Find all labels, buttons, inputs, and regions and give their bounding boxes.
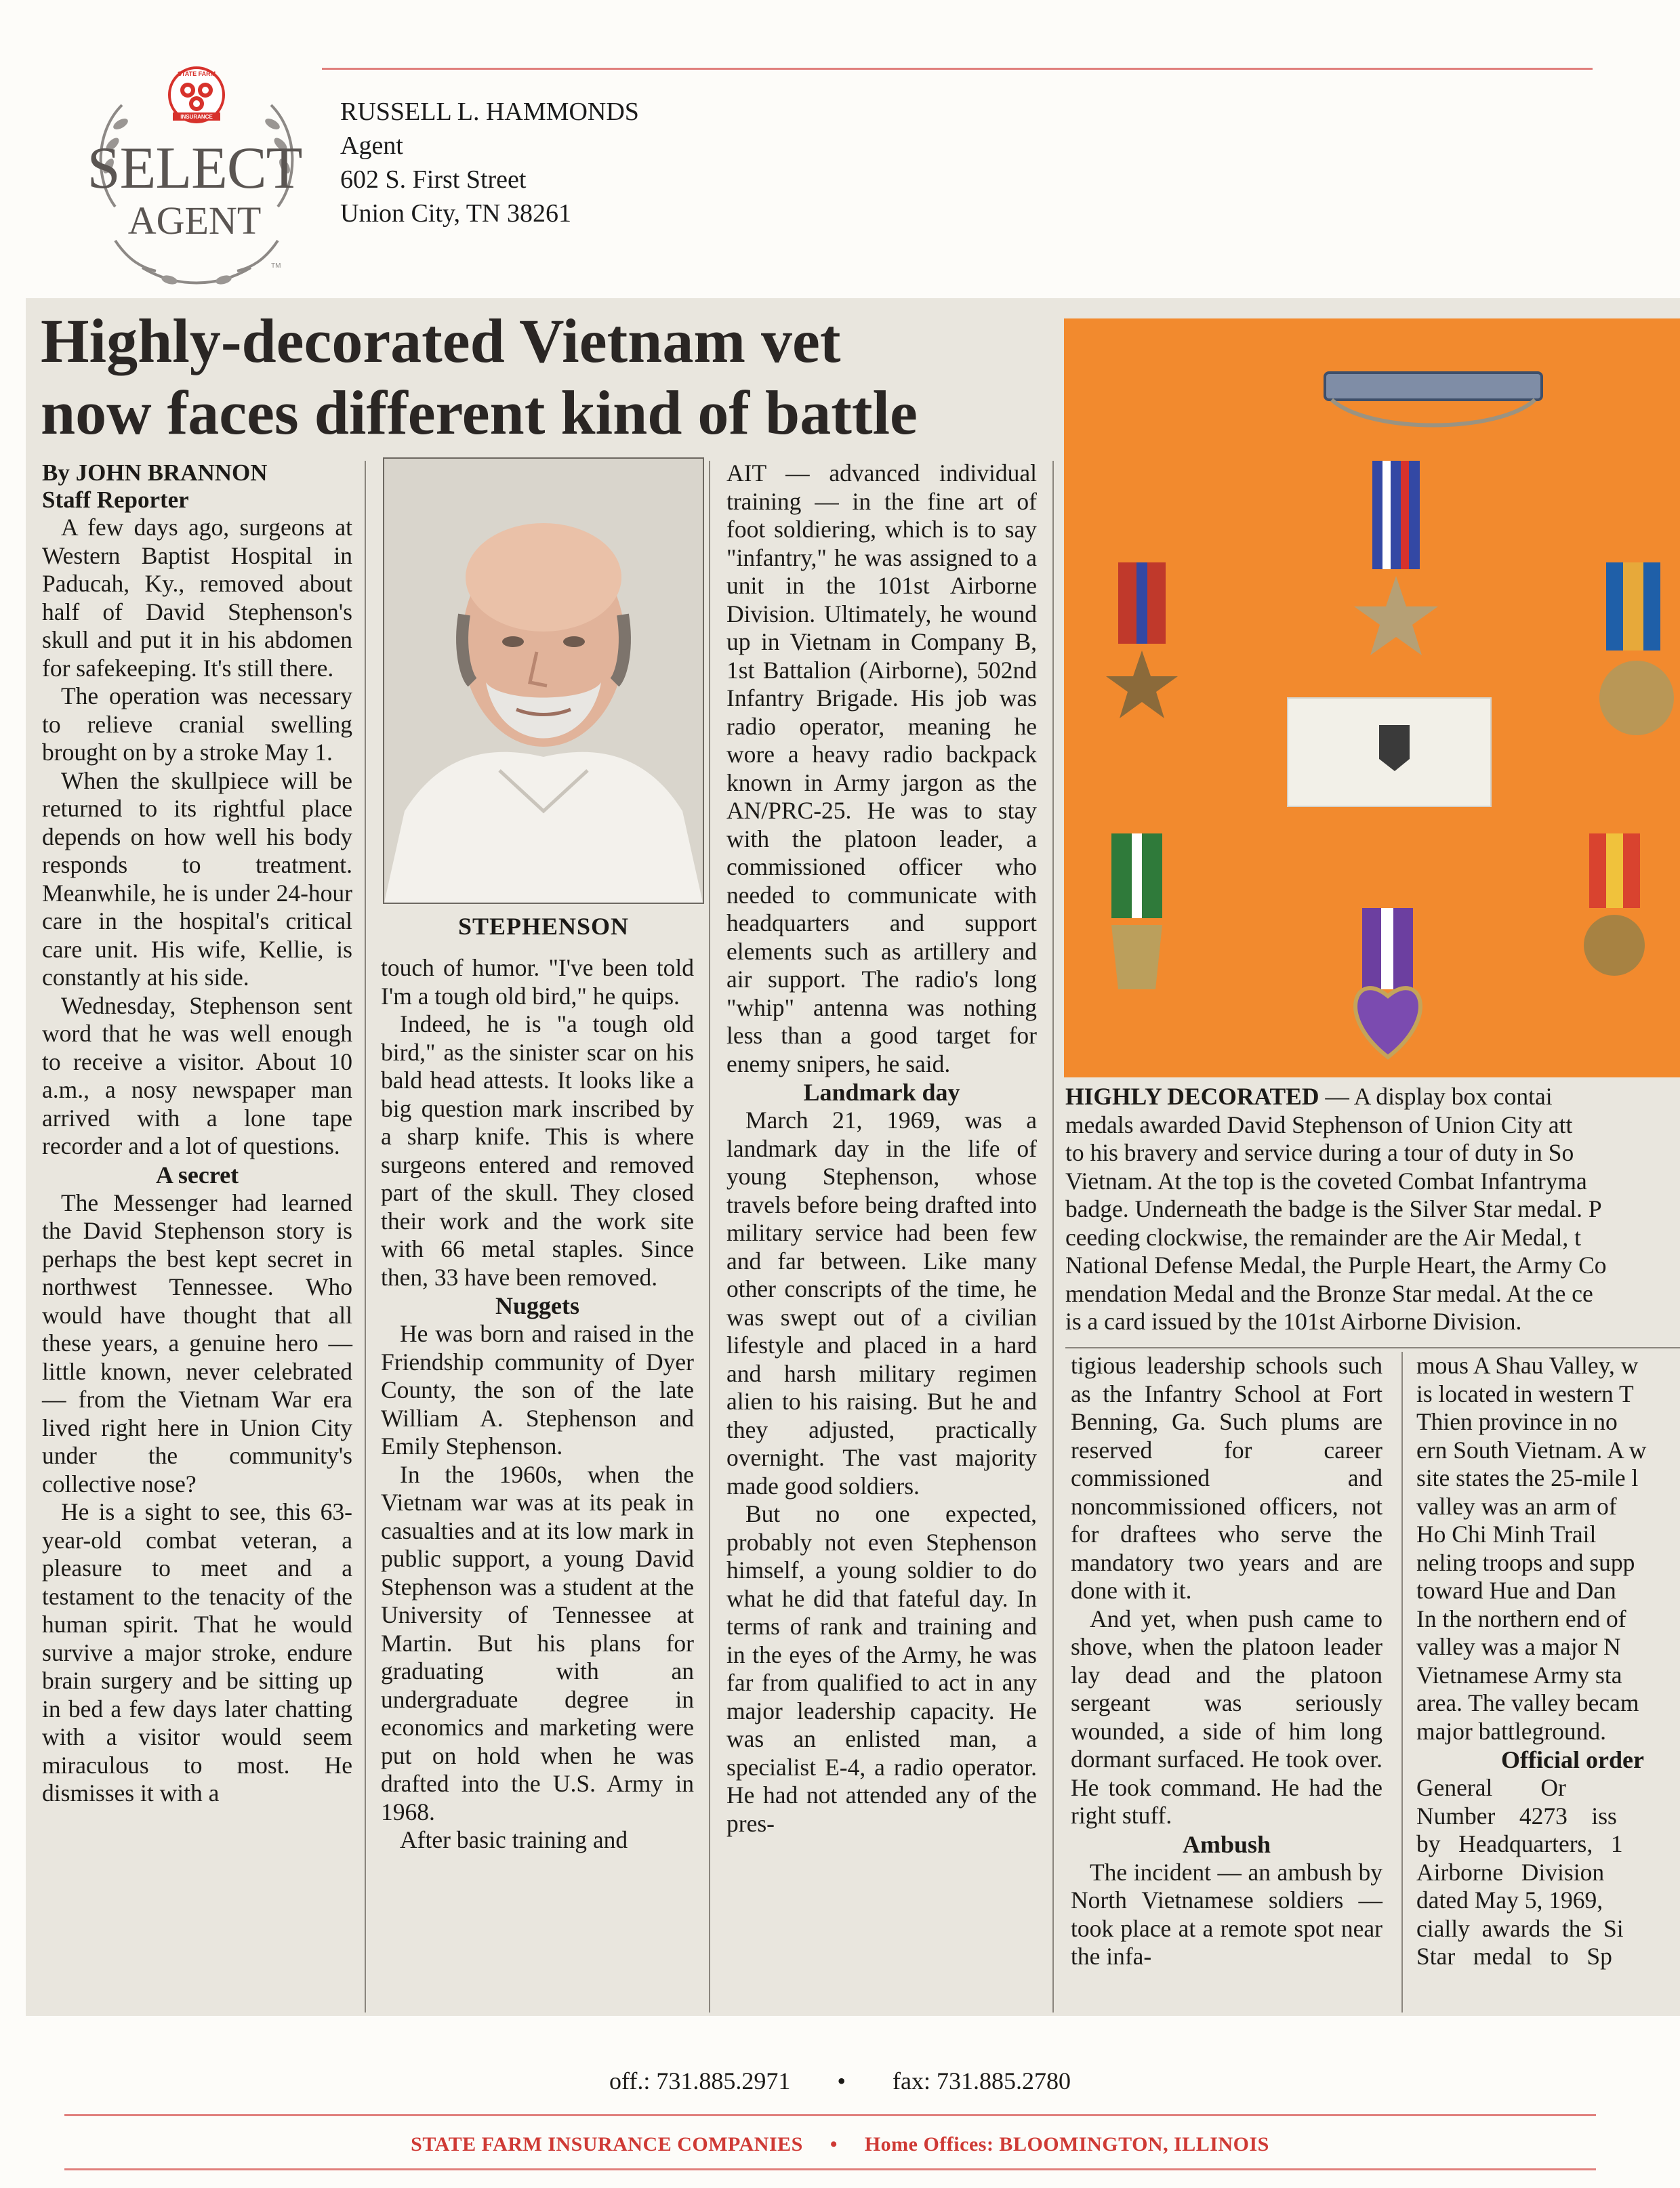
stephenson-photo bbox=[383, 457, 704, 904]
paragraph: A few days ago, surgeons at Western Baptist Hospital in Paducah, Ky., removed about half of David Stephenson's skull and put it in his abdomen for safekeeping. It's still there. bbox=[42, 514, 352, 682]
column-line: area. The valley becam bbox=[1416, 1689, 1639, 1716]
company-name: STATE FARM INSURANCE COMPANIES bbox=[411, 2133, 803, 2155]
photo-caption: STEPHENSON bbox=[457, 913, 630, 940]
column-line: Airborne Division bbox=[1416, 1858, 1605, 1886]
article-column-3 bbox=[726, 459, 1037, 1838]
column-line: neling troops and supp bbox=[1416, 1548, 1635, 1576]
seal-brand-sub: INSURANCE bbox=[180, 114, 213, 120]
medals-illustration bbox=[1064, 318, 1680, 1077]
paragraph: The Messenger had learned the David Stephenson story is perhaps the best kept secret in northwest Tennessee. Who would have thought that all these years, a genuine hero — little known, never celebrated — from the Vietnam War era lived right here in Union City under the community's collective nose? bbox=[42, 1189, 352, 1498]
column-line: cially awards the Si bbox=[1416, 1914, 1624, 1942]
paragraph: When the skullpiece will be returned to its rightful place depends on how well his body responds to treatment. Meanwhile, he is under 24-hour care in the hospital's critical care unit. His wife, Kellie, is constantly at his side. bbox=[42, 766, 352, 991]
medal-caption-line: ceeding clockwise, the remainder are the Air Medal, t bbox=[1065, 1223, 1581, 1251]
paragraph: In the 1960s, when the Vietnam war was at its peak in casualties and at its low mark in public support, a young David Stephenson was a student at the University of Tennessee at Martin. But his plans for graduating with an undergraduate degree in economics and marketing were put on hold when he was drafted into the U.S. Army in 1968. bbox=[381, 1460, 694, 1825]
medal-caption-line bbox=[1065, 1083, 1668, 1111]
top-rule bbox=[322, 68, 1593, 70]
medal-caption-line: medals awarded David Stephenson of Union City att bbox=[1065, 1111, 1573, 1138]
paragraph: He is a sight to see, this 63-year-old combat veteran, a pleasure to meet and a testament to the tenacity of the human spirit. That he would survive a major stroke, endure brain surgery and be sitting up in bed a few days later chatting with a visitor would seem miraculous to most. He dismisses it with a bbox=[42, 1498, 352, 1807]
agent-address-line2: Union City, TN 38261 bbox=[340, 199, 571, 228]
column-line: Number 4273 iss bbox=[1416, 1802, 1617, 1830]
subhead-ambush: Ambush bbox=[1182, 1830, 1271, 1858]
medal-caption-line: mendation Medal and the Bronze Star medal. At the ce bbox=[1065, 1279, 1593, 1307]
column-line: valley was a major N bbox=[1416, 1633, 1621, 1660]
office-phone: off.: 731.885.2971 bbox=[609, 2067, 791, 2094]
agent-title: Agent bbox=[340, 131, 403, 160]
home-offices: Home Offices: BLOOMINGTON, ILLINOIS bbox=[864, 2133, 1269, 2155]
agent-address-line1: 602 S. First Street bbox=[340, 165, 527, 194]
column-line: site states the 25-mile l bbox=[1416, 1464, 1639, 1491]
paragraph: And yet, when push came to shove, when the platoon leader lay dead and the platoon sergeant was seriously wounded, a side of him long dormant surfaced. He took over. He took command. He had the right stuff. bbox=[1071, 1605, 1382, 1829]
column-line: by Headquarters, 1 bbox=[1416, 1830, 1623, 1857]
headline-line2: now faces different kind of battle bbox=[41, 378, 918, 447]
seal-agent-word: AGENT bbox=[127, 199, 262, 243]
column-line: Vietnamese Army sta bbox=[1416, 1661, 1622, 1689]
subhead-nuggets: Nuggets bbox=[495, 1292, 579, 1319]
medal-caption-line: is a card issued by the 101st Airborne Division. bbox=[1065, 1308, 1522, 1335]
paragraph: Wednesday, Stephenson sent word that he was well enough to receive a visitor. About 10 a.m., a nosy newspaper man arrived with a lone tape recorder and a lot of questions. bbox=[42, 991, 352, 1159]
paragraph: After basic training and bbox=[400, 1826, 628, 1853]
agent-name: RUSSELL L. HAMMONDS bbox=[340, 98, 639, 126]
column-rule bbox=[1052, 461, 1054, 2012]
footer-rule-top bbox=[64, 2114, 1596, 2116]
company-footer bbox=[0, 2133, 1680, 2156]
column-line: Thien province in no bbox=[1416, 1408, 1618, 1435]
column-line: Ho Chi Minh Trail bbox=[1416, 1521, 1597, 1548]
column-line: major battleground. bbox=[1416, 1717, 1606, 1745]
article-column-4 bbox=[1071, 1352, 1382, 1971]
article-column-2 bbox=[381, 954, 694, 1855]
seal-tm: TM bbox=[271, 262, 281, 270]
medal-caption-line: to his bravery and service during a tour of duty in So bbox=[1065, 1139, 1574, 1166]
column-line: toward Hue and Dan bbox=[1416, 1577, 1616, 1604]
footer-rule-bottom bbox=[64, 2168, 1596, 2170]
column-line: dated May 5, 1969, bbox=[1416, 1886, 1603, 1914]
column-rule bbox=[365, 461, 366, 2012]
paragraph: He was born and raised in the Friendship community of Dyer County, the son of the late William A. Stephenson and Emily Stephenson. bbox=[381, 1320, 694, 1460]
footer-bullet: • bbox=[829, 2133, 838, 2155]
bullet-separator: • bbox=[837, 2067, 846, 2094]
paragraph: The incident — an ambush by North Vietnamese soldiers — took place at a remote spot near the infa- bbox=[1071, 1858, 1382, 1970]
byline-author: By JOHN BRANNON bbox=[42, 459, 268, 486]
subhead-a-secret: A secret bbox=[155, 1161, 239, 1189]
medal-display-photo bbox=[1064, 318, 1680, 1077]
contact-numbers bbox=[0, 2067, 1680, 2095]
article-headline bbox=[41, 305, 1057, 449]
column-line: mous A Shau Valley, w bbox=[1416, 1352, 1639, 1379]
column-line: General Or bbox=[1416, 1774, 1566, 1801]
medal-caption-line: National Defense Medal, the Purple Heart, the Army Co bbox=[1065, 1252, 1607, 1279]
column-line: In the northern end of bbox=[1416, 1605, 1626, 1632]
article-column-5 bbox=[1416, 1352, 1680, 1971]
paragraph: March 21, 1969, was a landmark day in the life of young Stephenson, whose travels before being drafted into military service had been few and far between. Like many other conscripts of the time, he was swept out of a civilian lifestyle and placed in a hard and harsh military regimen alien to his raising. But he and they adjusted, practically overnight. The vast majority made good soldiers. bbox=[726, 1107, 1037, 1500]
medal-caption bbox=[1065, 1083, 1668, 1336]
column-line: ern South Vietnam. A w bbox=[1416, 1436, 1647, 1464]
column-rule bbox=[1401, 1352, 1403, 2012]
paragraph: The operation was necessary to relieve cranial swelling brought on by a stroke May 1. bbox=[42, 682, 352, 766]
medal-caption-lead: HIGHLY DECORATED bbox=[1065, 1083, 1319, 1110]
medal-caption-line: badge. Underneath the badge is the Silver Star medal. P bbox=[1065, 1195, 1602, 1222]
paragraph: AIT — advanced individual training — in the fine art of foot soldiering, which is to say "infantry," he was assigned to a unit in the 101st Airborne Division. Ultimately, he wound up in Vietnam in Company B, 1st Battalion (Airborne), 502nd Infantry Brigade. His job was radio operator, meaning he wore a heavy radio backpack known in Army jargon as the AN/PRC-25. He was to stay with the platoon leader, a commissioned officer who needed to communicate with headquarters and support elements such as artillery and air support. The radio's long "whip" antenna was nothing less than a good target for enemy snipers, he said. bbox=[726, 459, 1037, 1077]
paragraph: touch of humor. "I've been told I'm a tough old bird," he quips. bbox=[381, 954, 694, 1010]
subhead-official-order: Official order bbox=[1501, 1746, 1644, 1773]
column-line: is located in western T bbox=[1416, 1380, 1634, 1407]
seal-brand: STATE FARM bbox=[177, 70, 216, 77]
seal-select-word: SELECT bbox=[87, 136, 302, 201]
paragraph: Indeed, he is "a tough old bird," as the sinister scar on his bald head attests. It looks like a big question mark inscribed by a sharp knife. This is where surgeons entered and removed part of the skull. They closed their work and the work site with 66 metal staples. Since then, 33 have been removed. bbox=[381, 1010, 694, 1291]
column-rule bbox=[709, 461, 710, 2012]
column-line: Star medal to Sp bbox=[1416, 1943, 1612, 1970]
paragraph: tigious leadership schools such as the Infantry School at Fort Benning, Ga. Such plums are reserved for career commissioned and noncommissioned officers, not for draftees who serve the mandatory two years and are done with it. bbox=[1071, 1352, 1382, 1604]
portrait-illustration bbox=[384, 459, 703, 903]
column-line: valley was an arm of bbox=[1416, 1492, 1617, 1520]
agent-contact-block bbox=[340, 95, 639, 230]
caption-rule bbox=[1065, 1347, 1680, 1348]
medal-caption-line: Vietnam. At the top is the coveted Combat Infantryma bbox=[1065, 1167, 1587, 1195]
headline-line1: Highly-decorated Vietnam vet bbox=[41, 306, 841, 375]
medal-caption-text: — A display box contai bbox=[1325, 1083, 1553, 1110]
article-column-1 bbox=[42, 459, 352, 1808]
paragraph: But no one expected, probably not even Stephenson himself, a young soldier to do what he did that fateful day. In terms of rank and training and in the eyes of the Army, he was far from qualified to act in any major leadership capacity. He was an enlisted man, a specialist E-4, a radio operator. He had not attended any of the pres- bbox=[726, 1500, 1037, 1837]
fax-number: fax: 731.885.2780 bbox=[892, 2067, 1071, 2094]
subhead-landmark-day: Landmark day bbox=[803, 1079, 960, 1106]
byline-role: Staff Reporter bbox=[42, 487, 189, 513]
